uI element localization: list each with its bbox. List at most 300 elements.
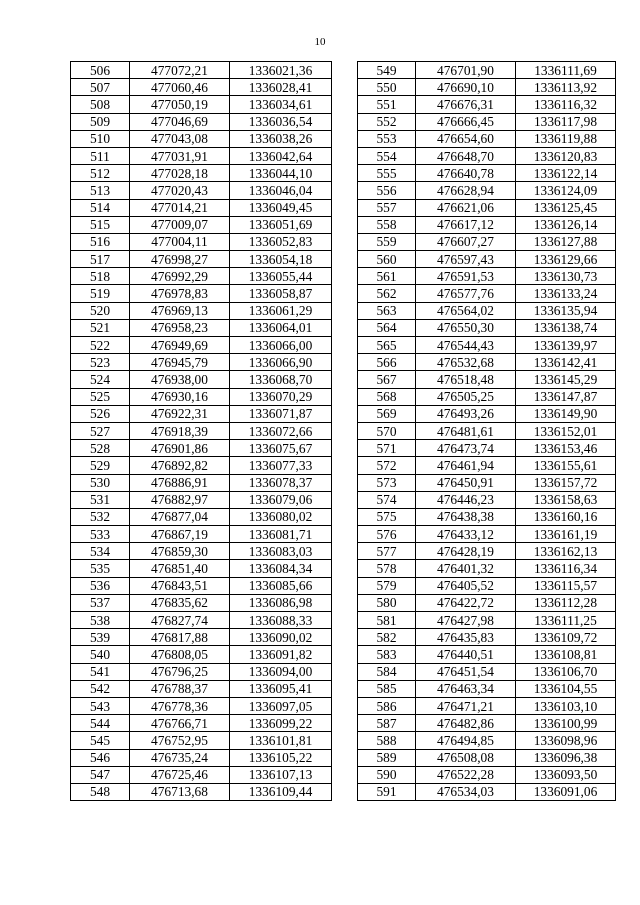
x-coordinate-cell: 476463,34	[416, 680, 516, 697]
x-coordinate-cell: 476401,32	[416, 560, 516, 577]
table-row	[71, 268, 332, 285]
y-coordinate-cell: 1336117,98	[516, 113, 616, 130]
y-coordinate-cell: 1336147,87	[516, 388, 616, 405]
y-coordinate-cell: 1336097,05	[230, 697, 332, 714]
table-row	[358, 147, 616, 164]
point-number-cell: 550	[358, 79, 416, 96]
point-number-cell: 557	[358, 199, 416, 216]
x-coordinate-cell: 477028,18	[130, 165, 230, 182]
table-row	[358, 749, 616, 766]
x-coordinate-cell: 476450,91	[416, 474, 516, 491]
table-row	[358, 543, 616, 560]
y-coordinate-cell: 1336098,96	[516, 732, 616, 749]
x-coordinate-cell: 476518,48	[416, 371, 516, 388]
x-coordinate-cell: 476405,52	[416, 577, 516, 594]
y-coordinate-cell: 1336133,24	[516, 285, 616, 302]
y-coordinate-cell: 1336116,34	[516, 560, 616, 577]
point-number-cell: 558	[358, 216, 416, 233]
y-coordinate-cell: 1336125,45	[516, 199, 616, 216]
point-number-cell: 538	[71, 612, 130, 629]
y-coordinate-cell: 1336119,88	[516, 130, 616, 147]
x-coordinate-cell: 477014,21	[130, 199, 230, 216]
y-coordinate-cell: 1336109,44	[230, 783, 332, 800]
table-row	[71, 783, 332, 800]
x-coordinate-cell: 476482,86	[416, 715, 516, 732]
table-row	[358, 405, 616, 422]
y-coordinate-cell: 1336108,81	[516, 646, 616, 663]
y-coordinate-cell: 1336130,73	[516, 268, 616, 285]
point-number-cell: 574	[358, 491, 416, 508]
x-coordinate-cell: 476998,27	[130, 251, 230, 268]
table-row	[358, 199, 616, 216]
table-row	[358, 697, 616, 714]
y-coordinate-cell: 1336127,88	[516, 233, 616, 250]
table-row	[71, 422, 332, 439]
point-number-cell: 580	[358, 594, 416, 611]
point-number-cell: 514	[71, 199, 130, 216]
x-coordinate-cell: 476766,71	[130, 715, 230, 732]
x-coordinate-cell: 476851,40	[130, 560, 230, 577]
x-coordinate-cell: 476654,60	[416, 130, 516, 147]
table-row	[358, 182, 616, 199]
x-coordinate-cell: 477050,19	[130, 96, 230, 113]
x-coordinate-cell: 477060,46	[130, 79, 230, 96]
y-coordinate-cell: 1336071,87	[230, 405, 332, 422]
y-coordinate-cell: 1336070,29	[230, 388, 332, 405]
table-row	[71, 457, 332, 474]
x-coordinate-cell: 476522,28	[416, 766, 516, 783]
x-coordinate-cell: 476435,83	[416, 629, 516, 646]
table-row	[71, 147, 332, 164]
y-coordinate-cell: 1336138,74	[516, 319, 616, 336]
point-number-cell: 575	[358, 508, 416, 525]
y-coordinate-cell: 1336052,83	[230, 233, 332, 250]
x-coordinate-cell: 476901,86	[130, 440, 230, 457]
x-coordinate-cell: 476628,94	[416, 182, 516, 199]
y-coordinate-cell: 1336111,69	[516, 62, 616, 79]
table-row	[358, 783, 616, 800]
x-coordinate-cell: 476438,38	[416, 508, 516, 525]
point-number-cell: 560	[358, 251, 416, 268]
x-coordinate-cell: 476640,78	[416, 165, 516, 182]
table-row	[358, 319, 616, 336]
table-row	[71, 388, 332, 405]
point-number-cell: 545	[71, 732, 130, 749]
x-coordinate-cell: 476945,79	[130, 354, 230, 371]
y-coordinate-cell: 1336046,04	[230, 182, 332, 199]
point-number-cell: 578	[358, 560, 416, 577]
point-number-cell: 571	[358, 440, 416, 457]
table-row	[358, 354, 616, 371]
x-coordinate-cell: 476817,88	[130, 629, 230, 646]
y-coordinate-cell: 1336122,14	[516, 165, 616, 182]
table-row	[358, 371, 616, 388]
point-number-cell: 515	[71, 216, 130, 233]
point-number-cell: 517	[71, 251, 130, 268]
point-number-cell: 559	[358, 233, 416, 250]
x-coordinate-cell: 476843,51	[130, 577, 230, 594]
point-number-cell: 555	[358, 165, 416, 182]
x-coordinate-cell: 476788,37	[130, 680, 230, 697]
table-row	[358, 422, 616, 439]
point-number-cell: 583	[358, 646, 416, 663]
point-number-cell: 576	[358, 526, 416, 543]
x-coordinate-cell: 476617,12	[416, 216, 516, 233]
table-row	[358, 612, 616, 629]
y-coordinate-cell: 1336145,29	[516, 371, 616, 388]
y-coordinate-cell: 1336142,41	[516, 354, 616, 371]
x-coordinate-cell: 476494,85	[416, 732, 516, 749]
x-coordinate-cell: 476827,74	[130, 612, 230, 629]
y-coordinate-cell: 1336066,90	[230, 354, 332, 371]
x-coordinate-cell: 476725,46	[130, 766, 230, 783]
y-coordinate-cell: 1336157,72	[516, 474, 616, 491]
y-coordinate-cell: 1336113,92	[516, 79, 616, 96]
table-row	[358, 766, 616, 783]
point-number-cell: 556	[358, 182, 416, 199]
table-row	[71, 749, 332, 766]
y-coordinate-cell: 1336155,61	[516, 457, 616, 474]
point-number-cell: 546	[71, 749, 130, 766]
x-coordinate-cell: 476808,05	[130, 646, 230, 663]
table-row	[358, 388, 616, 405]
point-number-cell: 519	[71, 285, 130, 302]
point-number-cell: 522	[71, 337, 130, 354]
y-coordinate-cell: 1336061,29	[230, 302, 332, 319]
point-number-cell: 518	[71, 268, 130, 285]
point-number-cell: 589	[358, 749, 416, 766]
point-number-cell: 577	[358, 543, 416, 560]
x-coordinate-cell: 476451,54	[416, 663, 516, 680]
x-coordinate-cell: 476886,91	[130, 474, 230, 491]
y-coordinate-cell: 1336054,18	[230, 251, 332, 268]
x-coordinate-cell: 476922,31	[130, 405, 230, 422]
x-coordinate-cell: 476949,69	[130, 337, 230, 354]
x-coordinate-cell: 477043,08	[130, 130, 230, 147]
y-coordinate-cell: 1336094,00	[230, 663, 332, 680]
y-coordinate-cell: 1336129,66	[516, 251, 616, 268]
point-number-cell: 543	[71, 697, 130, 714]
point-number-cell: 508	[71, 96, 130, 113]
point-number-cell: 539	[71, 629, 130, 646]
y-coordinate-cell: 1336120,83	[516, 147, 616, 164]
table-row	[71, 130, 332, 147]
table-row	[358, 216, 616, 233]
table-row	[358, 629, 616, 646]
y-coordinate-cell: 1336078,37	[230, 474, 332, 491]
y-coordinate-cell: 1336077,33	[230, 457, 332, 474]
x-coordinate-cell: 476427,98	[416, 612, 516, 629]
x-coordinate-cell: 476428,19	[416, 543, 516, 560]
point-number-cell: 587	[358, 715, 416, 732]
x-coordinate-cell: 476778,36	[130, 697, 230, 714]
table-row	[71, 680, 332, 697]
y-coordinate-cell: 1336086,98	[230, 594, 332, 611]
point-number-cell: 582	[358, 629, 416, 646]
table-row	[71, 560, 332, 577]
y-coordinate-cell: 1336091,06	[516, 783, 616, 800]
x-coordinate-cell: 477020,43	[130, 182, 230, 199]
table-row	[358, 440, 616, 457]
point-number-cell: 520	[71, 302, 130, 319]
table-row	[71, 577, 332, 594]
y-coordinate-cell: 1336083,03	[230, 543, 332, 560]
point-number-cell: 542	[71, 680, 130, 697]
y-coordinate-cell: 1336036,54	[230, 113, 332, 130]
point-number-cell: 531	[71, 491, 130, 508]
table-row	[71, 715, 332, 732]
x-coordinate-cell: 476544,43	[416, 337, 516, 354]
x-coordinate-cell: 476676,31	[416, 96, 516, 113]
y-coordinate-cell: 1336038,26	[230, 130, 332, 147]
x-coordinate-cell: 476978,83	[130, 285, 230, 302]
x-coordinate-cell: 476992,29	[130, 268, 230, 285]
point-number-cell: 551	[358, 96, 416, 113]
y-coordinate-cell: 1336090,02	[230, 629, 332, 646]
x-coordinate-cell: 476473,74	[416, 440, 516, 457]
y-coordinate-cell: 1336058,87	[230, 285, 332, 302]
point-number-cell: 561	[358, 268, 416, 285]
table-row	[358, 526, 616, 543]
point-number-cell: 568	[358, 388, 416, 405]
table-row	[358, 251, 616, 268]
x-coordinate-cell: 476796,25	[130, 663, 230, 680]
x-coordinate-cell: 477072,21	[130, 62, 230, 79]
x-coordinate-cell: 476969,13	[130, 302, 230, 319]
table-row	[71, 302, 332, 319]
y-coordinate-cell: 1336084,34	[230, 560, 332, 577]
x-coordinate-cell: 476690,10	[416, 79, 516, 96]
point-number-cell: 553	[358, 130, 416, 147]
x-coordinate-cell: 476564,02	[416, 302, 516, 319]
y-coordinate-cell: 1336021,36	[230, 62, 332, 79]
table-row	[71, 663, 332, 680]
table-row	[71, 612, 332, 629]
point-number-cell: 516	[71, 233, 130, 250]
point-number-cell: 579	[358, 577, 416, 594]
y-coordinate-cell: 1336088,33	[230, 612, 332, 629]
y-coordinate-cell: 1336152,01	[516, 422, 616, 439]
x-coordinate-cell: 476532,68	[416, 354, 516, 371]
point-number-cell: 533	[71, 526, 130, 543]
table-row	[358, 577, 616, 594]
x-coordinate-cell: 476461,94	[416, 457, 516, 474]
y-coordinate-cell: 1336112,28	[516, 594, 616, 611]
table-row	[358, 79, 616, 96]
y-coordinate-cell: 1336080,02	[230, 508, 332, 525]
x-coordinate-cell: 476752,95	[130, 732, 230, 749]
table-row	[358, 285, 616, 302]
table-row	[358, 130, 616, 147]
table-row	[358, 302, 616, 319]
x-coordinate-cell: 477046,69	[130, 113, 230, 130]
table-row	[358, 715, 616, 732]
point-number-cell: 572	[358, 457, 416, 474]
y-coordinate-cell: 1336135,94	[516, 302, 616, 319]
y-coordinate-cell: 1336162,13	[516, 543, 616, 560]
x-coordinate-cell: 476938,00	[130, 371, 230, 388]
y-coordinate-cell: 1336091,82	[230, 646, 332, 663]
table-row	[358, 165, 616, 182]
x-coordinate-cell: 476835,62	[130, 594, 230, 611]
point-number-cell: 586	[358, 697, 416, 714]
point-number-cell: 528	[71, 440, 130, 457]
coordinates-table-right-body	[358, 62, 616, 801]
x-coordinate-cell: 476493,26	[416, 405, 516, 422]
table-row	[71, 594, 332, 611]
table-row	[71, 697, 332, 714]
table-row	[358, 732, 616, 749]
table-row	[71, 732, 332, 749]
x-coordinate-cell: 476422,72	[416, 594, 516, 611]
point-number-cell: 530	[71, 474, 130, 491]
y-coordinate-cell: 1336081,71	[230, 526, 332, 543]
y-coordinate-cell: 1336028,41	[230, 79, 332, 96]
table-row	[71, 96, 332, 113]
y-coordinate-cell: 1336109,72	[516, 629, 616, 646]
table-row	[71, 646, 332, 663]
y-coordinate-cell: 1336042,64	[230, 147, 332, 164]
x-coordinate-cell: 476958,23	[130, 319, 230, 336]
y-coordinate-cell: 1336116,32	[516, 96, 616, 113]
table-row	[71, 337, 332, 354]
x-coordinate-cell: 476577,76	[416, 285, 516, 302]
point-number-cell: 523	[71, 354, 130, 371]
y-coordinate-cell: 1336103,10	[516, 697, 616, 714]
x-coordinate-cell: 477009,07	[130, 216, 230, 233]
table-row	[71, 216, 332, 233]
point-number-cell: 563	[358, 302, 416, 319]
table-row	[358, 96, 616, 113]
table-row	[71, 543, 332, 560]
table-row	[71, 62, 332, 79]
x-coordinate-cell: 476621,06	[416, 199, 516, 216]
x-coordinate-cell: 476918,39	[130, 422, 230, 439]
table-row	[358, 491, 616, 508]
y-coordinate-cell: 1336085,66	[230, 577, 332, 594]
y-coordinate-cell: 1336068,70	[230, 371, 332, 388]
point-number-cell: 509	[71, 113, 130, 130]
table-row	[71, 233, 332, 250]
point-number-cell: 511	[71, 147, 130, 164]
y-coordinate-cell: 1336153,46	[516, 440, 616, 457]
point-number-cell: 521	[71, 319, 130, 336]
y-coordinate-cell: 1336111,25	[516, 612, 616, 629]
table-row	[358, 457, 616, 474]
point-number-cell: 564	[358, 319, 416, 336]
x-coordinate-cell: 476597,43	[416, 251, 516, 268]
table-row	[358, 680, 616, 697]
point-number-cell: 513	[71, 182, 130, 199]
x-coordinate-cell: 476930,16	[130, 388, 230, 405]
y-coordinate-cell: 1336115,57	[516, 577, 616, 594]
point-number-cell: 562	[358, 285, 416, 302]
point-number-cell: 541	[71, 663, 130, 680]
table-row	[71, 491, 332, 508]
y-coordinate-cell: 1336064,01	[230, 319, 332, 336]
table-row	[71, 629, 332, 646]
point-number-cell: 573	[358, 474, 416, 491]
table-row	[71, 354, 332, 371]
table-row	[71, 199, 332, 216]
x-coordinate-cell: 476446,23	[416, 491, 516, 508]
table-row	[358, 268, 616, 285]
x-coordinate-cell: 476877,04	[130, 508, 230, 525]
y-coordinate-cell: 1336093,50	[516, 766, 616, 783]
point-number-cell: 534	[71, 543, 130, 560]
point-number-cell: 536	[71, 577, 130, 594]
x-coordinate-cell: 476735,24	[130, 749, 230, 766]
table-row	[358, 113, 616, 130]
table-row	[71, 165, 332, 182]
y-coordinate-cell: 1336101,81	[230, 732, 332, 749]
x-coordinate-cell: 476508,08	[416, 749, 516, 766]
coordinates-table-left-body	[71, 62, 332, 801]
x-coordinate-cell: 476591,53	[416, 268, 516, 285]
y-coordinate-cell: 1336158,63	[516, 491, 616, 508]
table-row	[71, 251, 332, 268]
point-number-cell: 527	[71, 422, 130, 439]
x-coordinate-cell: 476713,68	[130, 783, 230, 800]
y-coordinate-cell: 1336126,14	[516, 216, 616, 233]
y-coordinate-cell: 1336079,06	[230, 491, 332, 508]
x-coordinate-cell: 476607,27	[416, 233, 516, 250]
x-coordinate-cell: 476440,51	[416, 646, 516, 663]
x-coordinate-cell: 476550,30	[416, 319, 516, 336]
table-row	[71, 113, 332, 130]
point-number-cell: 532	[71, 508, 130, 525]
y-coordinate-cell: 1336034,61	[230, 96, 332, 113]
y-coordinate-cell: 1336055,44	[230, 268, 332, 285]
y-coordinate-cell: 1336124,09	[516, 182, 616, 199]
point-number-cell: 549	[358, 62, 416, 79]
table-row	[71, 405, 332, 422]
point-number-cell: 544	[71, 715, 130, 732]
table-row	[358, 594, 616, 611]
point-number-cell: 569	[358, 405, 416, 422]
coordinates-table-left	[70, 61, 332, 801]
point-number-cell: 567	[358, 371, 416, 388]
point-number-cell: 565	[358, 337, 416, 354]
point-number-cell: 526	[71, 405, 130, 422]
x-coordinate-cell: 476892,82	[130, 457, 230, 474]
point-number-cell: 548	[71, 783, 130, 800]
y-coordinate-cell: 1336160,16	[516, 508, 616, 525]
y-coordinate-cell: 1336051,69	[230, 216, 332, 233]
point-number-cell: 552	[358, 113, 416, 130]
y-coordinate-cell: 1336096,38	[516, 749, 616, 766]
point-number-cell: 547	[71, 766, 130, 783]
y-coordinate-cell: 1336099,22	[230, 715, 332, 732]
y-coordinate-cell: 1336104,55	[516, 680, 616, 697]
table-row	[358, 508, 616, 525]
point-number-cell: 570	[358, 422, 416, 439]
y-coordinate-cell: 1336095,41	[230, 680, 332, 697]
table-row	[358, 474, 616, 491]
point-number-cell: 529	[71, 457, 130, 474]
table-row	[71, 474, 332, 491]
x-coordinate-cell: 477031,91	[130, 147, 230, 164]
page-number: 10	[314, 36, 326, 48]
x-coordinate-cell: 476481,61	[416, 422, 516, 439]
point-number-cell: 590	[358, 766, 416, 783]
y-coordinate-cell: 1336105,22	[230, 749, 332, 766]
point-number-cell: 506	[71, 62, 130, 79]
x-coordinate-cell: 476701,90	[416, 62, 516, 79]
point-number-cell: 507	[71, 79, 130, 96]
table-row	[71, 526, 332, 543]
y-coordinate-cell: 1336072,66	[230, 422, 332, 439]
